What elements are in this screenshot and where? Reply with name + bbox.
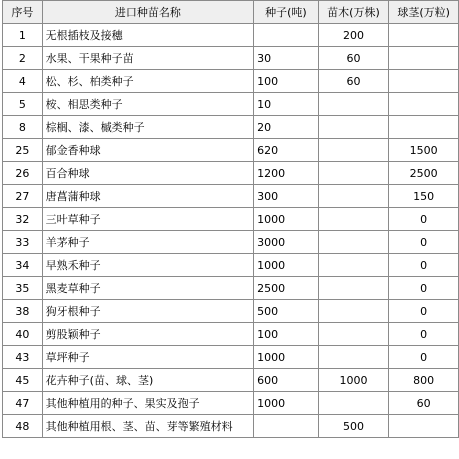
bulbs-cell [389, 70, 459, 93]
seeds-cell: 500 [254, 300, 319, 323]
index-cell: 48 [3, 415, 43, 438]
table-row [3, 24, 459, 47]
seeds-cell [254, 415, 319, 438]
name-cell: 水果、干果种子苗 [42, 47, 253, 70]
seeds-cell: 100 [254, 323, 319, 346]
index-cell: 33 [3, 231, 43, 254]
seedlings-cell [318, 116, 389, 139]
seeds-cell: 10 [254, 93, 319, 116]
seedlings-cell: 60 [318, 70, 389, 93]
index-cell: 35 [3, 277, 43, 300]
header-seeds: 种子(吨) [254, 1, 319, 24]
seeds-cell: 620 [254, 139, 319, 162]
name-cell: 黑麦草种子 [42, 277, 253, 300]
name-cell: 狗牙根种子 [42, 300, 253, 323]
bulbs-cell: 0 [389, 277, 459, 300]
seedlings-cell [318, 300, 389, 323]
index-cell: 25 [3, 139, 43, 162]
table-row [3, 254, 459, 277]
name-cell: 羊茅种子 [42, 231, 253, 254]
bulbs-cell [389, 415, 459, 438]
seedlings-cell: 1000 [318, 369, 389, 392]
seedlings-cell [318, 277, 389, 300]
index-cell: 27 [3, 185, 43, 208]
index-cell: 32 [3, 208, 43, 231]
index-cell: 34 [3, 254, 43, 277]
bulbs-cell: 0 [389, 346, 459, 369]
seedlings-cell [318, 323, 389, 346]
index-cell: 47 [3, 392, 43, 415]
seeds-cell: 100 [254, 70, 319, 93]
table-row [3, 139, 459, 162]
table-row [3, 346, 459, 369]
bulbs-cell: 0 [389, 323, 459, 346]
name-cell: 郁金香种球 [42, 139, 253, 162]
table-row [3, 277, 459, 300]
index-cell: 1 [3, 24, 43, 47]
name-cell: 桉、相思类种子 [42, 93, 253, 116]
seed-import-table [2, 0, 459, 438]
name-cell: 剪股颖种子 [42, 323, 253, 346]
header-bulbs: 球茎(万粒) [389, 1, 459, 24]
index-cell: 40 [3, 323, 43, 346]
index-cell: 2 [3, 47, 43, 70]
table-row [3, 415, 459, 438]
header-index: 序号 [3, 1, 43, 24]
seeds-cell: 1000 [254, 208, 319, 231]
bulbs-cell [389, 47, 459, 70]
seeds-cell: 1200 [254, 162, 319, 185]
seedlings-cell [318, 139, 389, 162]
table-row [3, 369, 459, 392]
seeds-cell [254, 24, 319, 47]
seedlings-cell [318, 162, 389, 185]
table-body [3, 24, 459, 438]
bulbs-cell [389, 93, 459, 116]
seeds-cell: 300 [254, 185, 319, 208]
seedlings-cell [318, 185, 389, 208]
index-cell: 43 [3, 346, 43, 369]
index-cell: 4 [3, 70, 43, 93]
seeds-cell: 1000 [254, 346, 319, 369]
seeds-cell: 600 [254, 369, 319, 392]
bulbs-cell: 0 [389, 254, 459, 277]
name-cell: 松、杉、柏类种子 [42, 70, 253, 93]
seedlings-cell [318, 346, 389, 369]
index-cell: 5 [3, 93, 43, 116]
name-cell: 无根插枝及接穗 [42, 24, 253, 47]
table-row [3, 93, 459, 116]
bulbs-cell: 60 [389, 392, 459, 415]
seedlings-cell: 60 [318, 47, 389, 70]
header-row [3, 1, 459, 24]
seedlings-cell: 200 [318, 24, 389, 47]
name-cell: 其他种植用根、茎、苗、芽等繁殖材料 [42, 415, 253, 438]
name-cell: 三叶草种子 [42, 208, 253, 231]
seeds-cell: 20 [254, 116, 319, 139]
name-cell: 唐菖蒲种球 [42, 185, 253, 208]
name-cell: 早熟禾种子 [42, 254, 253, 277]
bulbs-cell: 0 [389, 300, 459, 323]
name-cell: 其他种植用的种子、果实及孢子 [42, 392, 253, 415]
table-container [2, 0, 459, 438]
seedlings-cell [318, 93, 389, 116]
seeds-cell: 3000 [254, 231, 319, 254]
index-cell: 38 [3, 300, 43, 323]
seeds-cell: 2500 [254, 277, 319, 300]
bulbs-cell: 0 [389, 208, 459, 231]
table-row [3, 208, 459, 231]
bulbs-cell: 800 [389, 369, 459, 392]
bulbs-cell [389, 24, 459, 47]
name-cell: 百合种球 [42, 162, 253, 185]
name-cell: 花卉种子(苗、球、茎) [42, 369, 253, 392]
table-row [3, 47, 459, 70]
header-seedlings: 苗木(万株) [318, 1, 389, 24]
seedlings-cell: 500 [318, 415, 389, 438]
bulbs-cell: 150 [389, 185, 459, 208]
bulbs-cell: 1500 [389, 139, 459, 162]
seedlings-cell [318, 392, 389, 415]
name-cell: 棕榈、漆、槭类种子 [42, 116, 253, 139]
index-cell: 45 [3, 369, 43, 392]
seedlings-cell [318, 208, 389, 231]
seedlings-cell [318, 231, 389, 254]
table-row [3, 231, 459, 254]
seeds-cell: 1000 [254, 254, 319, 277]
seedlings-cell [318, 254, 389, 277]
bulbs-cell: 2500 [389, 162, 459, 185]
seeds-cell: 1000 [254, 392, 319, 415]
table-row [3, 392, 459, 415]
index-cell: 26 [3, 162, 43, 185]
table-row [3, 300, 459, 323]
name-cell: 草坪种子 [42, 346, 253, 369]
bulbs-cell: 0 [389, 231, 459, 254]
header-name: 进口种苗名称 [42, 1, 253, 24]
bulbs-cell [389, 116, 459, 139]
table-row [3, 116, 459, 139]
table-row [3, 162, 459, 185]
seeds-cell: 30 [254, 47, 319, 70]
table-row [3, 70, 459, 93]
table-row [3, 323, 459, 346]
table-row [3, 185, 459, 208]
index-cell: 8 [3, 116, 43, 139]
